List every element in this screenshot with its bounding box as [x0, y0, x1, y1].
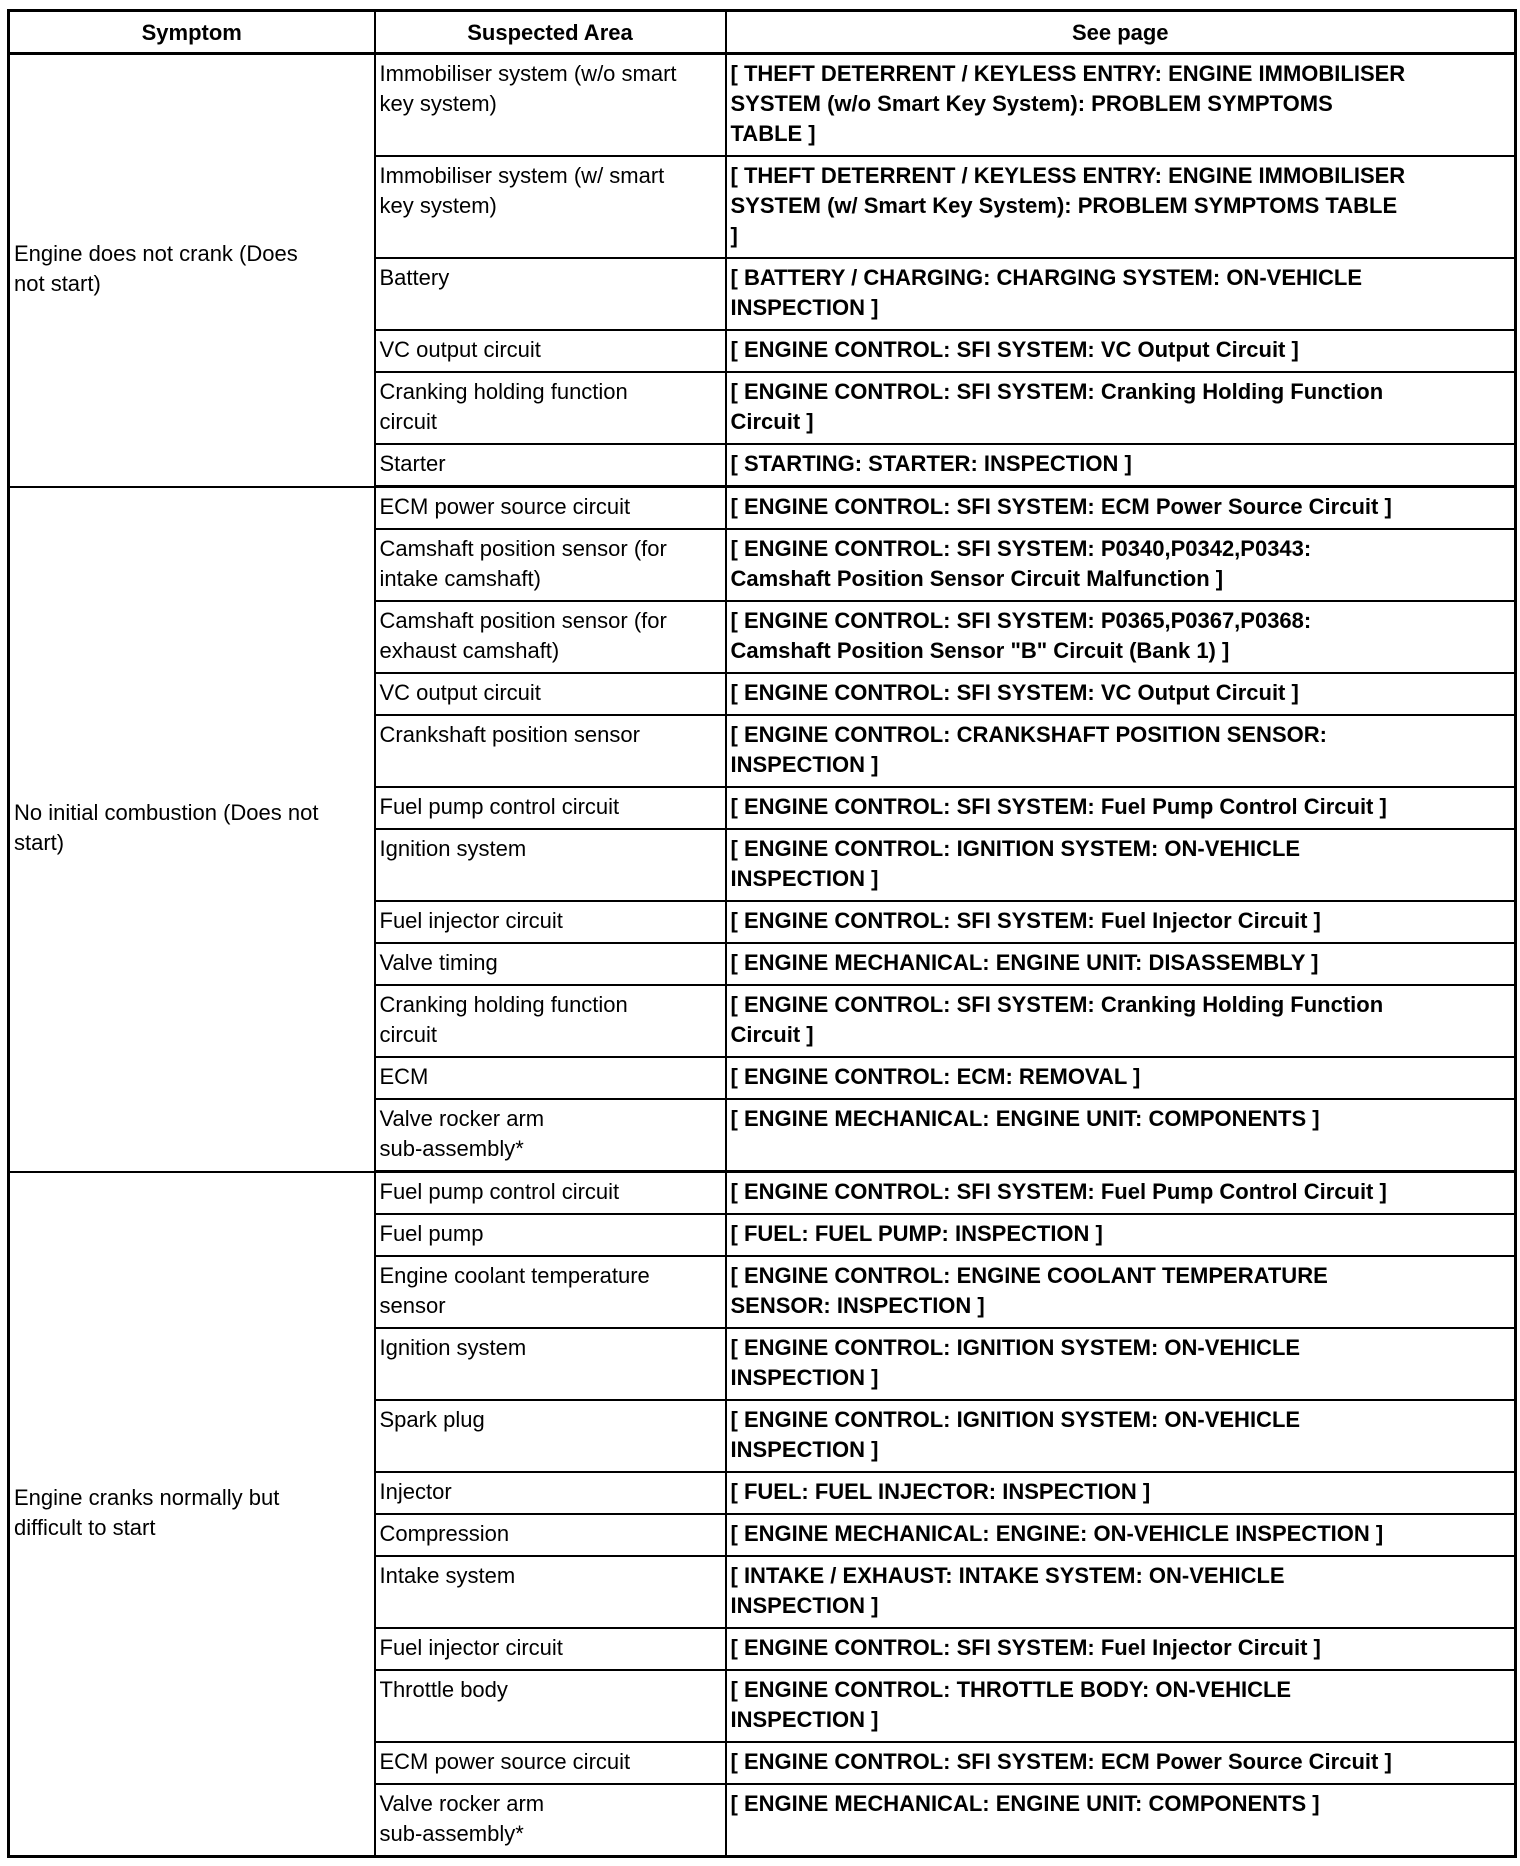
see-page-link[interactable]: [ BATTERY / CHARGING: CHARGING SYSTEM: ON-VEHICLE INSPECTION ]	[726, 258, 1516, 330]
see-page-link[interactable]: [ ENGINE CONTROL: SFI SYSTEM: ECM Power Source Circuit ]	[726, 487, 1516, 530]
header-row	[9, 11, 1516, 54]
suspected-area-cell: ECM power source circuit	[375, 487, 726, 530]
suspected-area-cell: Camshaft position sensor (for exhaust camshaft)	[375, 601, 726, 673]
see-page-link[interactable]: [ THEFT DETERRENT / KEYLESS ENTRY: ENGINE IMMOBILISER SYSTEM (w/o Smart Key System): PROBLEM SYMPTOMS TABLE ]	[726, 54, 1516, 157]
suspected-area-cell: Ignition system	[375, 1328, 726, 1400]
suspected-area-cell: Throttle body	[375, 1670, 726, 1742]
suspected-area-cell: Camshaft position sensor (for intake camshaft)	[375, 529, 726, 601]
see-page-link[interactable]: [ ENGINE CONTROL: SFI SYSTEM: Fuel Pump Control Circuit ]	[726, 787, 1516, 829]
see-page-link[interactable]: [ ENGINE CONTROL: SFI SYSTEM: P0365,P0367,P0368: Camshaft Position Sensor "B" Circuit (Bank 1) ]	[726, 601, 1516, 673]
see-page-link[interactable]: [ THEFT DETERRENT / KEYLESS ENTRY: ENGINE IMMOBILISER SYSTEM (w/ Smart Key System): PROBLEM SYMPTOMS TABLE ]	[726, 156, 1516, 258]
header-see-page: See page	[726, 11, 1516, 54]
see-page-link[interactable]: [ ENGINE CONTROL: SFI SYSTEM: Cranking Holding Function Circuit ]	[726, 372, 1516, 444]
see-page-link[interactable]: [ ENGINE CONTROL: IGNITION SYSTEM: ON-VEHICLE INSPECTION ]	[726, 829, 1516, 901]
suspected-area-cell: Fuel pump control circuit	[375, 787, 726, 829]
see-page-link[interactable]: [ ENGINE MECHANICAL: ENGINE UNIT: COMPONENTS ]	[726, 1099, 1516, 1172]
see-page-link[interactable]: [ ENGINE MECHANICAL: ENGINE UNIT: COMPONENTS ]	[726, 1784, 1516, 1857]
see-page-link[interactable]: [ ENGINE CONTROL: SFI SYSTEM: Fuel Pump Control Circuit ]	[726, 1172, 1516, 1215]
see-page-link[interactable]: [ ENGINE MECHANICAL: ENGINE: ON-VEHICLE INSPECTION ]	[726, 1514, 1516, 1556]
table-row	[9, 54, 1516, 157]
suspected-area-cell: VC output circuit	[375, 673, 726, 715]
see-page-link[interactable]: [ ENGINE CONTROL: SFI SYSTEM: P0340,P0342,P0343: Camshaft Position Sensor Circuit Malfunction ]	[726, 529, 1516, 601]
suspected-area-cell: VC output circuit	[375, 330, 726, 372]
suspected-area-cell: Valve timing	[375, 943, 726, 985]
see-page-link[interactable]: [ ENGINE MECHANICAL: ENGINE UNIT: DISASSEMBLY ]	[726, 943, 1516, 985]
suspected-area-cell: Valve rocker arm sub-assembly*	[375, 1099, 726, 1172]
see-page-link[interactable]: [ ENGINE CONTROL: SFI SYSTEM: Cranking Holding Function Circuit ]	[726, 985, 1516, 1057]
see-page-link[interactable]: [ ENGINE CONTROL: CRANKSHAFT POSITION SENSOR: INSPECTION ]	[726, 715, 1516, 787]
see-page-link[interactable]: [ STARTING: STARTER: INSPECTION ]	[726, 444, 1516, 487]
see-page-link[interactable]: [ FUEL: FUEL INJECTOR: INSPECTION ]	[726, 1472, 1516, 1514]
suspected-area-cell: Immobiliser system (w/ smart key system)	[375, 156, 726, 258]
symptom-cell: Engine cranks normally but difficult to start	[9, 1172, 375, 1857]
suspected-area-cell: Cranking holding function circuit	[375, 985, 726, 1057]
symptom-cell: Engine does not crank (Does not start)	[9, 54, 375, 487]
suspected-area-cell: Ignition system	[375, 829, 726, 901]
suspected-area-cell: Fuel injector circuit	[375, 1628, 726, 1670]
header-suspected-area: Suspected Area	[375, 11, 726, 54]
suspected-area-cell: Starter	[375, 444, 726, 487]
suspected-area-cell: Battery	[375, 258, 726, 330]
see-page-link[interactable]: [ ENGINE CONTROL: SFI SYSTEM: VC Output Circuit ]	[726, 673, 1516, 715]
see-page-link[interactable]: [ ENGINE CONTROL: SFI SYSTEM: Fuel Injector Circuit ]	[726, 1628, 1516, 1670]
see-page-link[interactable]: [ ENGINE CONTROL: ENGINE COOLANT TEMPERATURE SENSOR: INSPECTION ]	[726, 1256, 1516, 1328]
suspected-area-cell: Intake system	[375, 1556, 726, 1628]
table-row	[9, 487, 1516, 530]
suspected-area-cell: ECM power source circuit	[375, 1742, 726, 1784]
see-page-link[interactable]: [ ENGINE CONTROL: SFI SYSTEM: VC Output Circuit ]	[726, 330, 1516, 372]
see-page-link[interactable]: [ ENGINE CONTROL: ECM: REMOVAL ]	[726, 1057, 1516, 1099]
see-page-link[interactable]: [ ENGINE CONTROL: SFI SYSTEM: Fuel Injector Circuit ]	[726, 901, 1516, 943]
suspected-area-cell: ECM	[375, 1057, 726, 1099]
suspected-area-cell: Compression	[375, 1514, 726, 1556]
see-page-link[interactable]: [ INTAKE / EXHAUST: INTAKE SYSTEM: ON-VEHICLE INSPECTION ]	[726, 1556, 1516, 1628]
suspected-area-cell: Fuel pump	[375, 1214, 726, 1256]
suspected-area-cell: Fuel injector circuit	[375, 901, 726, 943]
suspected-area-cell: Spark plug	[375, 1400, 726, 1472]
suspected-area-cell: Engine coolant temperature sensor	[375, 1256, 726, 1328]
suspected-area-cell: Cranking holding function circuit	[375, 372, 726, 444]
problem-symptoms-table	[7, 9, 1517, 1858]
see-page-link[interactable]: [ FUEL: FUEL PUMP: INSPECTION ]	[726, 1214, 1516, 1256]
table-row	[9, 1172, 1516, 1215]
suspected-area-cell: Immobiliser system (w/o smart key system)	[375, 54, 726, 157]
suspected-area-cell: Injector	[375, 1472, 726, 1514]
see-page-link[interactable]: [ ENGINE CONTROL: IGNITION SYSTEM: ON-VEHICLE INSPECTION ]	[726, 1400, 1516, 1472]
suspected-area-cell: Valve rocker arm sub-assembly*	[375, 1784, 726, 1857]
header-symptom: Symptom	[9, 11, 375, 54]
table-body	[9, 54, 1516, 1857]
suspected-area-cell: Crankshaft position sensor	[375, 715, 726, 787]
see-page-link[interactable]: [ ENGINE CONTROL: SFI SYSTEM: ECM Power Source Circuit ]	[726, 1742, 1516, 1784]
see-page-link[interactable]: [ ENGINE CONTROL: IGNITION SYSTEM: ON-VEHICLE INSPECTION ]	[726, 1328, 1516, 1400]
see-page-link[interactable]: [ ENGINE CONTROL: THROTTLE BODY: ON-VEHICLE INSPECTION ]	[726, 1670, 1516, 1742]
symptom-cell: No initial combustion (Does not start)	[9, 487, 375, 1172]
suspected-area-cell: Fuel pump control circuit	[375, 1172, 726, 1215]
